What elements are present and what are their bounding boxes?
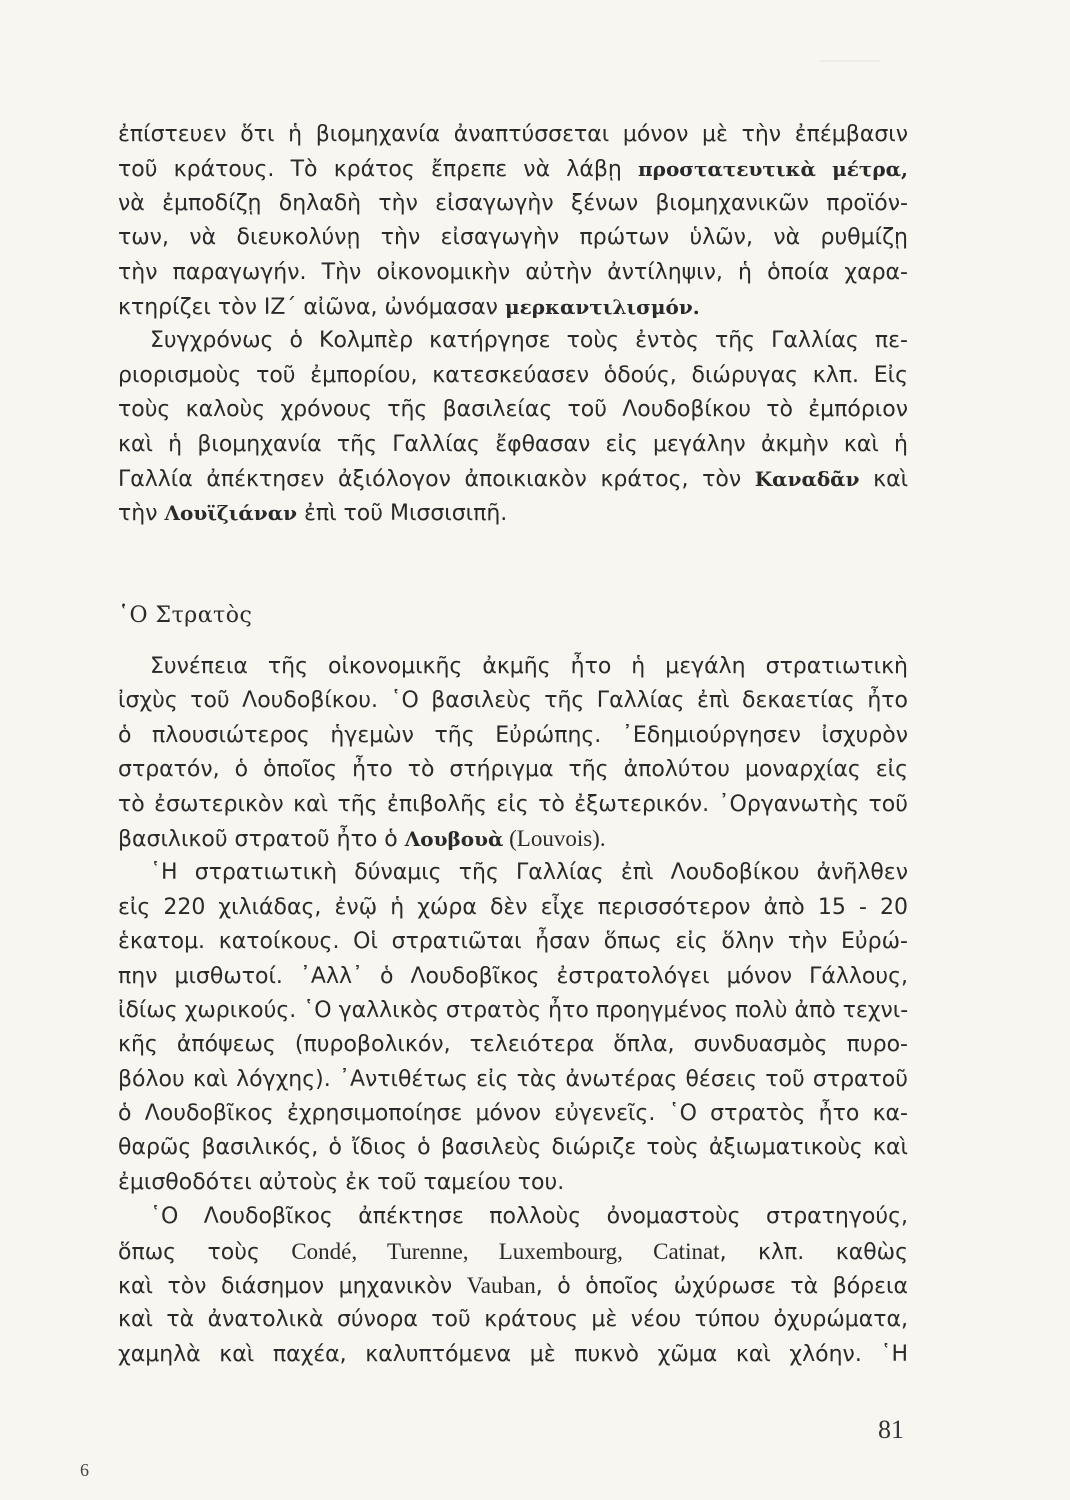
text-line: ἑκατομ. κατοίκους. Οἱ στρατιῶται ἦσαν ὅπως εἰς ὅλην τὴν Εὐρώ-	[118, 929, 908, 955]
text-line: κῆς ἀπόψεως (πυροβολικόν, τελειότερα ὅπλα, συνδυασμὸς πυρο-	[118, 1032, 908, 1058]
latin-names: Vauban	[466, 1273, 536, 1299]
text-line: ἰσχὺς τοῦ Λουδοβίκου. ῾Ο βασιλεὺς τῆς Γαλλίας ἐπὶ δεκαετίας ἦτο	[118, 688, 908, 714]
text-line: τοῦ κράτους. Τὸ κράτος ἔπρεπε νὰ λάβῃ προστατευτικὰ μέτρα,	[118, 157, 908, 183]
text-line: χαμηλὰ καὶ παχέα, καλυπτόμενα μὲ πυκνὸ χῶμα καὶ χλόην. ῾Η	[118, 1341, 908, 1367]
text-line: Συνέπεια τῆς οἰκονομικῆς ἀκμῆς ἦτο ἡ μεγάλη στρατιωτικὴ	[150, 654, 908, 679]
text-line: κτηρίζει τὸν ΙΖ΄ αἰῶνα, ὠνόμασαν μερκαντιλισμόν.	[118, 294, 700, 320]
bold-term: Λουβουὰ	[404, 826, 504, 851]
text-line: ἐπίστευεν ὅτι ἡ βιομηχανία ἀναπτύσσεται μόνον μὲ τὴν ἐπέμβασιν	[118, 122, 908, 147]
text-line: ὅπως τοὺς Condé, Turenne, Luxembourg, Catinat, κλπ. καθὼς	[118, 1238, 908, 1265]
text-line: νὰ ἐμποδίζῃ δηλαδὴ τὴν εἰσαγωγὴν ξένων βιομηχανικῶν προϊόν-	[118, 190, 908, 216]
text-line: στρατόν, ὁ ὁποῖος ἦτο τὸ στήριγμα τῆς ἀπολύτου μοναρχίας εἰς	[118, 757, 908, 783]
signature-mark: 6	[80, 1460, 89, 1480]
text-line: τὴν Λουϊζιάναν ἐπὶ τοῦ Μισσισιπῆ.	[118, 501, 508, 527]
section-heading: ῾Ο Στρατὸς	[118, 603, 253, 628]
text-line: πην μισθωτοί. ᾿Αλλ᾿ ὁ Λουδοβῖκος ἐστρατολόγει μόνον Γάλλους,	[118, 963, 908, 989]
bold-term: μερκαντιλισμόν.	[504, 294, 700, 319]
text-line: ριορισμοὺς τοῦ ἐμπορίου, κατεσκεύασεν ὁδούς, διώρυγας κλπ. Εἰς	[118, 362, 908, 388]
bold-term: Λουϊζιάναν	[164, 501, 297, 526]
paragraph-mercantilism	[118, 118, 908, 531]
latin-names: Condé, Turenne, Luxembourg, Catinat	[291, 1238, 720, 1264]
text-line: ῾Η στρατιωτικὴ δύναμις τῆς Γαλλίας ἐπὶ Λουδοβίκου ἀνῆλθεν	[150, 860, 908, 886]
bold-term: Καναδᾶν	[754, 466, 860, 491]
text-line: καὶ τὰ ἀνατολικὰ σύνορα τοῦ κράτους μὲ νέου τύπου ὀχυρώματα,	[118, 1307, 908, 1333]
text-line: ἐμισθοδότει αὐτοὺς ἐκ τοῦ ταμείου του.	[118, 1169, 565, 1195]
text-line: τοὺς καλοὺς χρόνους τῆς βασιλείας τοῦ Λουδοβίκου τὸ ἐμπόριον	[118, 397, 908, 423]
text-line: εἰς 220 χιλιάδας, ἐνῷ ἡ χώρα δὲν εἶχε περισσότερον ἀπὸ 15 - 20	[118, 894, 908, 920]
text-line: των, νὰ διευκολύνῃ τὴν εἰσαγωγὴν πρώτων ὑλῶν, νὰ ρυθμίζῃ	[118, 225, 908, 251]
text-line: ὁ Λουδοβῖκος ἐχρησιμοποίησε μόνον εὐγενεῖς. ῾Ο στρατὸς ἦτο κα-	[118, 1101, 908, 1127]
bold-term: προστατευτικὰ μέτρα,	[638, 157, 908, 182]
text-line: τὸ ἐσωτερικὸν καὶ τῆς ἐπιβολῆς εἰς τὸ ἐξωτερικόν. ᾿Οργανωτὴς τοῦ	[118, 791, 908, 817]
text-line: τὴν παραγωγήν. Τὴν οἰκονομικὴν αὐτὴν ἀντίληψιν, ἡ ὁποία χαρα-	[118, 259, 908, 285]
text-line: Συγχρόνως ὁ Κολμπὲρ κατήργησε τοὺς ἐντὸς τῆς Γαλλίας πε-	[150, 328, 908, 354]
page-smudge	[820, 60, 880, 62]
paragraph-army	[118, 650, 908, 1372]
text-line: βασιλικοῦ στρατοῦ ἦτο ὁ Λουβουὰ (Louvois).	[118, 825, 606, 852]
text-line: καὶ τὸν διάσημον μηχανικὸν Vauban, ὁ ὁποῖος ὠχύρωσε τὰ βόρεια	[118, 1273, 908, 1300]
text-line: ῾Ο Λουδοβῖκος ἀπέκτησε πολλοὺς ὀνομαστοὺς στρατηγούς,	[150, 1204, 908, 1230]
text-line: ὁ πλουσιώτερος ἡγεμὼν τῆς Εὐρώπης. ᾿Εδημιούργησεν ἰσχυρὸν	[118, 722, 908, 748]
text-line: καὶ ἡ βιομηχανία τῆς Γαλλίας ἔφθασαν εἰς μεγάλην ἀκμὴν καὶ ἡ	[118, 431, 908, 457]
text-line: Γαλλία ἀπέκτησεν ἀξιόλογον ἀποικιακὸν κράτος, τὸν Καναδᾶν καὶ	[118, 466, 909, 492]
text-line: θαρῶς βασιλικός, ὁ ἴδιος ὁ βασιλεὺς διώριζε τοὺς ἀξιωματικοὺς καὶ	[118, 1135, 908, 1161]
page-number: 81	[878, 1415, 904, 1444]
text-line: βόλου καὶ λόγχης). ᾿Αντιθέτως εἰς τὰς ἀνωτέρας θέσεις τοῦ στρατοῦ	[118, 1066, 908, 1092]
text-line: ἰδίως χωρικούς. ῾Ο γαλλικὸς στρατὸς ἦτο προηγμένος πολὺ ἀπὸ τεχνι-	[118, 997, 909, 1023]
